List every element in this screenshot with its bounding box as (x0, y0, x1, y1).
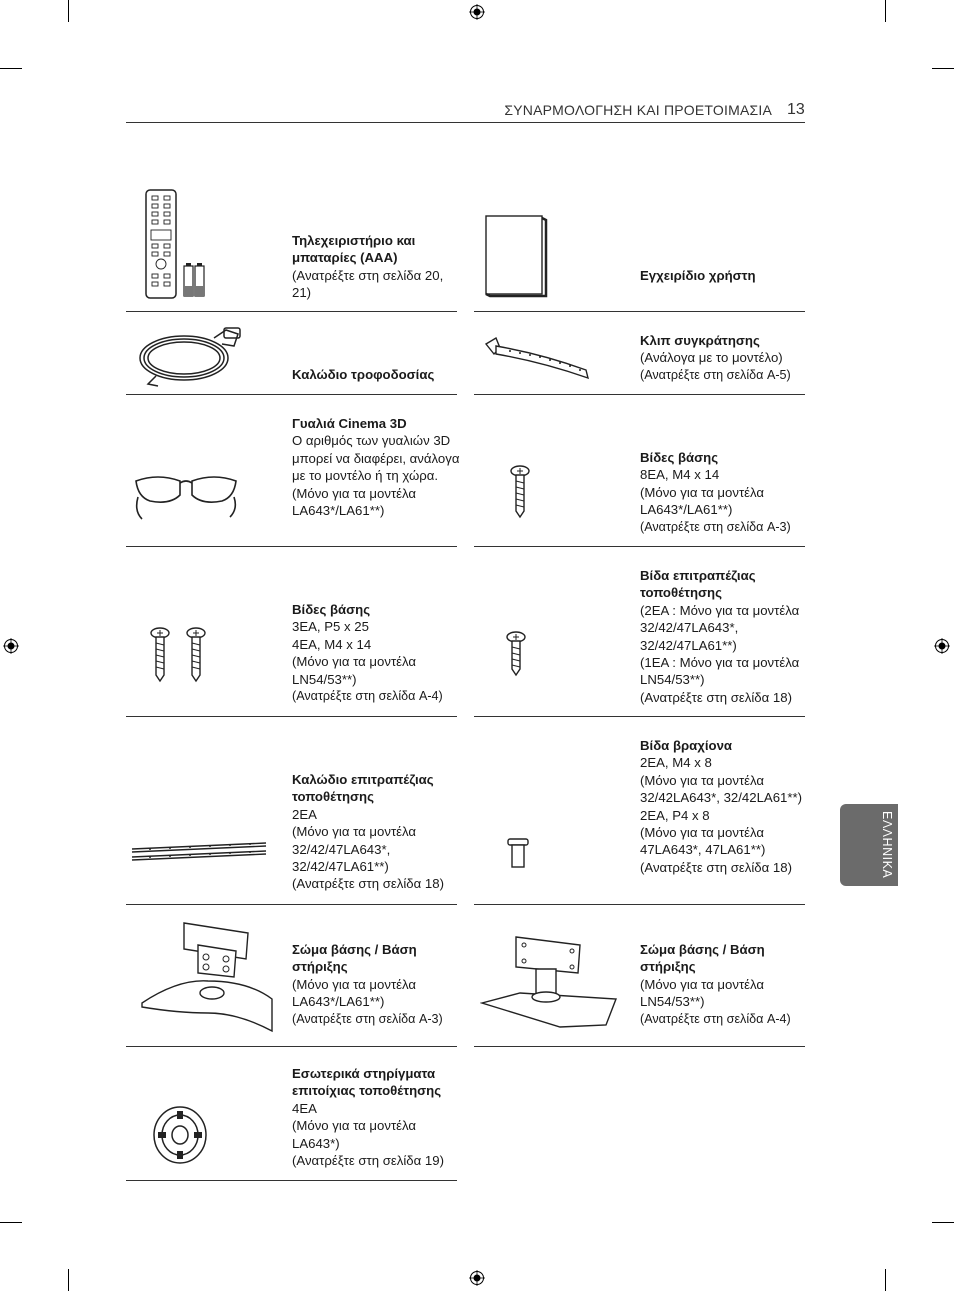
item-line: (Ανατρέξτε στη σελίδα 19) (292, 1153, 444, 1169)
item-line: (Ανατρέξτε στη σελίδα 20, 21) (292, 267, 444, 301)
item-line: (Μόνο για τα μοντέλα LA643*/LA61**) (292, 485, 417, 519)
remote-control-icon (144, 188, 240, 300)
screw-icon (508, 465, 532, 521)
desk-screw-illustration (474, 547, 634, 717)
registration-mark-icon (3, 638, 19, 654)
item-line: 2EA (292, 806, 317, 822)
stand-la-illustration (126, 905, 286, 1047)
section-title: ΣΥΝΑΡΜΟΛΟΓΗΣΗ ΚΑΙ ΠΡΟΕΤΟΙΜΑΣΙΑ (504, 102, 772, 118)
item-3d-glasses (126, 395, 460, 547)
item-line: 3EA, P5 x 25 (292, 619, 369, 635)
item-title: Εγχειρίδιο χρήστη (640, 268, 756, 283)
item-stand-ln (474, 905, 805, 1047)
stand-base-icon (480, 933, 620, 1033)
item-line: (Μόνο για τα μοντέλα 32/42LA643*, 32/42LA61**) (640, 772, 803, 806)
item-remote (126, 180, 457, 312)
item-title: Τηλεχειριστήριο και μπαταρίες (AAA) (292, 233, 416, 266)
item-text (640, 567, 808, 706)
registration-mark-icon (469, 4, 485, 20)
item-power-cord (126, 312, 457, 395)
item-line: (Μόνο για τα μοντέλα LN54/53**) (640, 976, 765, 1010)
item-line: Ο αριθμός των γυαλιών 3D μπορεί να διαφέρει, ανάλογα με το μοντέλο ή τη χώρα. (292, 433, 460, 484)
cable-clip-icon (482, 334, 594, 382)
wall-spacer-illustration (126, 1047, 286, 1181)
item-title: Βίδες βάσης (292, 602, 371, 617)
stand-base-icon (138, 919, 274, 1039)
crop-mark (885, 0, 886, 22)
item-text (292, 1065, 460, 1169)
item-text (292, 415, 460, 519)
bracket-screw-illustration (474, 717, 634, 905)
item-bracket-screw (474, 717, 805, 905)
item-line: 2EA, M4 x 8 (640, 755, 712, 771)
power-cord-illustration (126, 312, 286, 395)
registration-mark-icon (934, 638, 950, 654)
item-title: Σώμα βάσης / Βάση στήριξης (292, 942, 417, 975)
item-text (292, 771, 460, 893)
item-line: (Μόνο για τα μοντέλα LA643*/LA61**) (640, 484, 765, 518)
item-cable-clip (474, 312, 805, 395)
item-desk-screw (474, 547, 805, 717)
screw-icon (148, 627, 208, 683)
item-reference: (Ανατρέξτε στη σελίδα A-4) (640, 1011, 791, 1026)
power-cord-icon (134, 320, 254, 390)
remote-illustration (126, 180, 286, 312)
item-line: 2EA, P4 x 8 (640, 807, 710, 823)
crop-mark (885, 1269, 886, 1291)
item-line: (2EA : Μόνο για τα μοντέλα 32/42/47LA643*, 32/42/47LA61**) (640, 602, 800, 653)
glasses-icon (130, 467, 242, 523)
crop-mark (0, 1222, 22, 1223)
item-text (292, 941, 460, 1028)
screw-icon (504, 631, 528, 677)
item-title: Εσωτερικά στηρίγματα επιτοίχιας τοποθέτησης (292, 1066, 442, 1099)
language-tab (840, 804, 898, 886)
item-text (292, 232, 460, 302)
wall-spacer-icon (150, 1103, 210, 1167)
header-divider (126, 122, 805, 123)
registration-mark-icon (469, 1270, 485, 1286)
item-line: 4EA, M4 x 14 (292, 636, 372, 652)
item-title: Βίδες βάσης (640, 450, 719, 465)
item-reference: (Ανατρέξτε στη σελίδα A-3) (292, 1011, 443, 1026)
item-line: (Μόνο για τα μοντέλα LA643*/LA61**) (292, 976, 417, 1010)
item-line: (1EA : Μόνο για τα μοντέλα LN54/53**) (640, 655, 800, 688)
item-text (640, 449, 808, 536)
screws-illustration (126, 547, 286, 717)
item-line: (Ανάλογα με το μοντέλο) (640, 350, 783, 366)
item-reference: (Ανατρέξτε στη σελίδα A-4) (292, 689, 443, 704)
item-line: 4EA (292, 1100, 317, 1116)
manual-book-icon (484, 214, 548, 298)
item-text (640, 737, 808, 876)
item-text (640, 332, 808, 384)
glasses-illustration (126, 395, 286, 547)
item-title: Καλώδιο τροφοδοσίας (292, 367, 435, 382)
screw-illustration (474, 395, 634, 547)
item-line: (Ανατρέξτε στη σελίδα 18) (640, 689, 792, 705)
item-line: 8EA, M4 x 14 (640, 467, 720, 483)
row-divider (474, 1046, 805, 1047)
crop-mark (68, 1269, 69, 1291)
item-stand-screws-ln (126, 547, 457, 717)
bracket-screw-icon (506, 837, 530, 869)
cable-clip-illustration (474, 312, 634, 395)
item-text (640, 267, 808, 284)
cable-tie-icon (130, 841, 270, 863)
item-title: Γυαλιά Cinema 3D (292, 416, 407, 431)
row-divider (126, 1180, 457, 1181)
item-line: (Ανατρέξτε στη σελίδα 18) (292, 876, 444, 892)
item-title: Σώμα βάσης / Βάση στήριξης (640, 942, 765, 975)
crop-mark (0, 68, 22, 69)
crop-mark (68, 0, 69, 22)
item-text (640, 941, 808, 1028)
item-line: (Μόνο για τα μοντέλα 47LA643*, 47LA61**) (640, 825, 766, 858)
item-line: (Μόνο για τα μοντέλα LN54/53**) (292, 654, 417, 687)
item-text (292, 366, 460, 383)
item-title: Βίδα βραχίονα (640, 738, 733, 753)
crop-mark (932, 68, 954, 69)
item-stand-la (126, 905, 457, 1047)
item-text (292, 601, 460, 705)
item-wall-spacers (126, 1047, 457, 1181)
item-manual (474, 180, 805, 312)
item-line: (Μόνο για τα μοντέλα 32/42/47LA643*, 32/42/47LA61**) (292, 824, 417, 875)
page-number: 13 (787, 101, 805, 118)
item-reference: (Ανατρέξτε στη σελίδα A-3) (640, 519, 791, 534)
item-title: Κλιπ συγκράτησης (640, 333, 760, 348)
desk-cable-illustration (126, 717, 286, 905)
item-title: Καλώδιο επιτραπέζιας τοποθέτησης (292, 772, 434, 805)
item-line: (Μόνο για τα μοντέλα LA643*) (292, 1118, 417, 1151)
crop-mark (932, 1222, 954, 1223)
stand-ln-illustration (474, 905, 634, 1047)
manual-illustration (474, 180, 634, 312)
item-title: Βίδα επιτραπέζιας τοποθέτησης (640, 568, 756, 601)
language-tab-label: ΕΛΛΗΝΙΚΑ (880, 811, 894, 879)
item-stand-screws-la (474, 395, 805, 547)
item-line: (Ανατρέξτε στη σελίδα 18) (640, 859, 792, 875)
item-desk-cable (126, 717, 457, 905)
item-reference: (Ανατρέξτε στη σελίδα A-5) (640, 367, 791, 382)
